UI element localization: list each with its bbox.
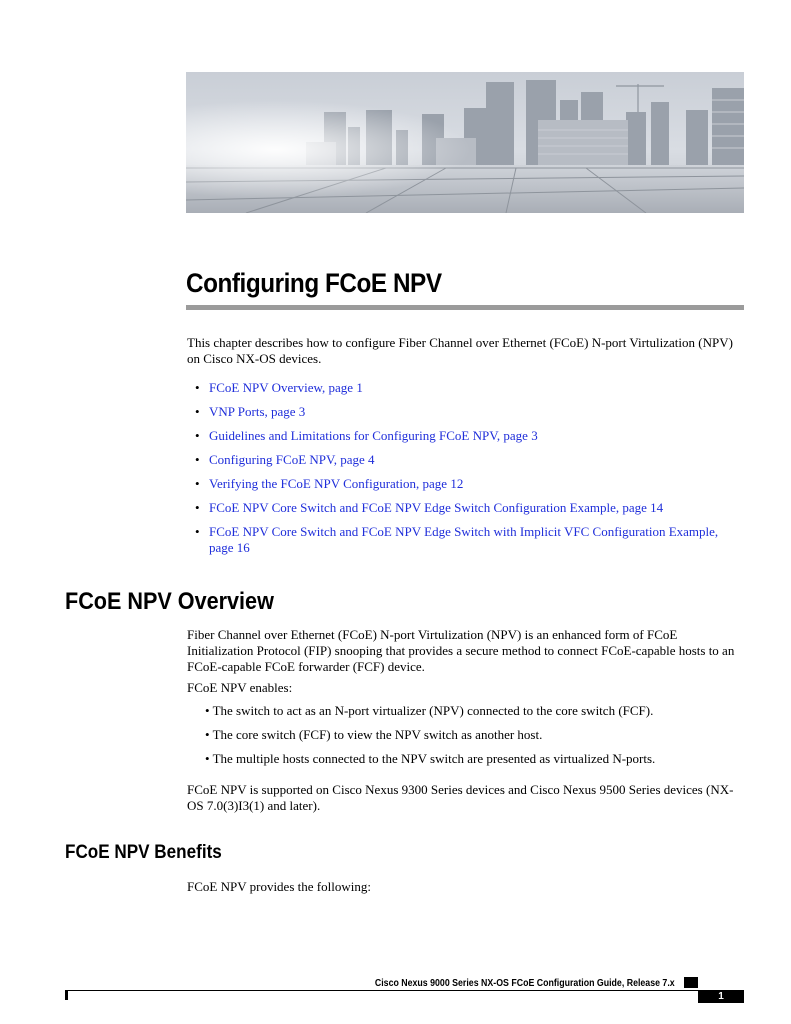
chapter-intro: This chapter describes how to configure Fiber Channel over Ethernet (FCoE) N-port Virtulization (NPV) on Cisco NX-OS devices. [187,335,733,366]
bullet-icon: • [195,476,200,491]
toc-link[interactable]: Guidelines and Limitations for Configuring FCoE NPV, page 3 [209,428,538,443]
footer-tick [65,990,68,1000]
toc-item[interactable] [195,380,745,396]
enables-list [205,703,745,775]
list-item: • The core switch (FCF) to view the NPV switch as another host. [205,727,543,742]
enables-label: FCoE NPV enables: [187,680,293,695]
title-rule [186,305,744,310]
toc-item[interactable] [195,452,745,468]
toc-item[interactable] [195,428,745,444]
toc-link[interactable]: FCoE NPV Core Switch and FCoE NPV Edge Switch Configuration Example, page 14 [209,500,664,515]
city-skyline-image [186,72,744,213]
toc-link[interactable]: FCoE NPV Overview, page 1 [209,380,363,395]
list-item: • The multiple hosts connected to the NPV switch are presented as virtualized N-ports. [205,751,656,766]
toc-link[interactable]: Verifying the FCoE NPV Configuration, page 12 [209,476,464,491]
toc-link[interactable]: FCoE NPV Core Switch and FCoE NPV Edge Switch with Implicit VFC Configuration Example, page 16 [209,524,719,555]
toc-link[interactable]: Configuring FCoE NPV, page 4 [209,452,375,467]
benefits-heading: FCoE NPV Benefits [65,842,222,863]
overview-paragraph: Fiber Channel over Ethernet (FCoE) N-port Virtulization (NPV) is an enhanced form of FCoE Initialization Protocol (FIP) snooping that provides a secure method to connect FCoE-capable hosts to an FCoE-capable FCoE forwarder (FCF) device. [187,627,735,674]
overview-heading: FCoE NPV Overview [65,588,274,615]
bullet-icon: • [195,428,200,443]
bullet-icon: • [195,404,200,419]
bullet-icon: • [195,380,200,395]
toc-link[interactable]: VNP Ports, page 3 [209,404,306,419]
chapter-toc [195,380,745,564]
toc-item[interactable] [195,524,745,556]
chapter-title: Configuring FCoE NPV [186,268,442,298]
bullet-icon: • [195,452,200,467]
footer-guide-title: Cisco Nexus 9000 Series NX-OS FCoE Configuration Guide, Release 7.x [375,978,675,989]
toc-item[interactable] [195,500,745,516]
bullet-icon: • [195,524,200,539]
toc-item[interactable] [195,476,745,492]
footer-marker [684,977,698,988]
benefits-paragraph: FCoE NPV provides the following: [187,879,371,894]
support-paragraph: FCoE NPV is supported on Cisco Nexus 9300 Series devices and Cisco Nexus 9500 Series devices (NX-OS 7.0(3)I3(1) and later). [187,782,734,813]
toc-item[interactable] [195,404,745,420]
footer-rule [65,990,744,991]
bullet-icon: • [195,500,200,515]
chapter-banner-image [186,72,744,213]
page-number: 1 [698,990,744,1003]
list-item: • The switch to act as an N-port virtualizer (NPV) connected to the core switch (FCF). [205,703,654,718]
